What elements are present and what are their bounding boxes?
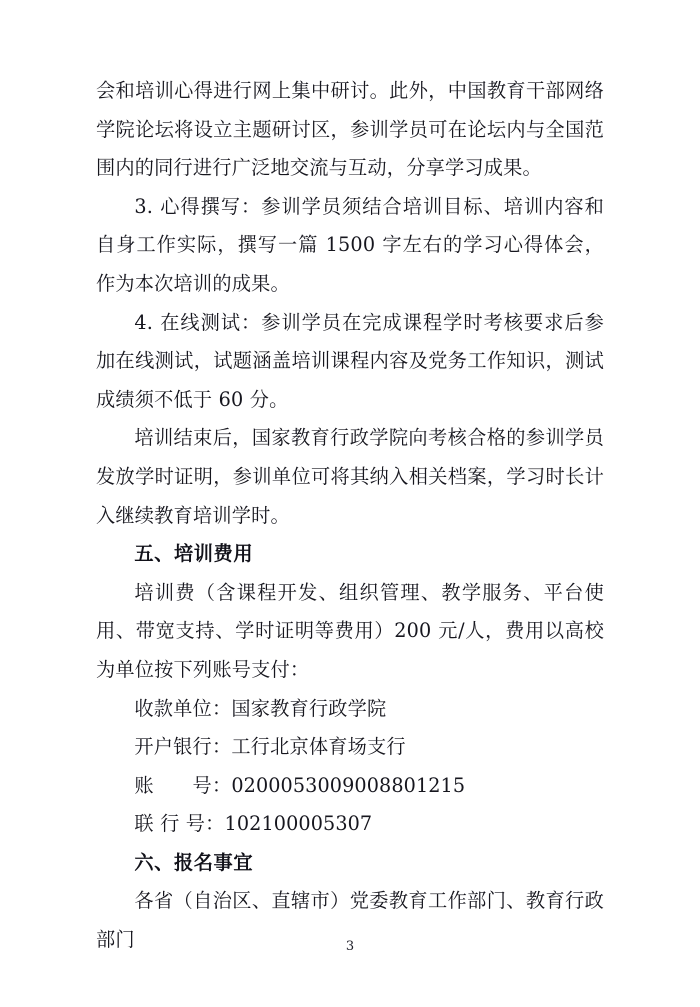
account-label-bank: 开户银行：	[134, 735, 232, 759]
account-line-payee	[96, 690, 604, 729]
page-number: 3	[345, 939, 355, 954]
account-label-account-number: 账 号：	[134, 773, 232, 797]
account-line-bank	[96, 728, 604, 767]
account-value-account-number: 0200053009008801215	[231, 773, 466, 797]
document-text-column	[96, 72, 604, 960]
account-value-bank: 工行北京体育场支行	[231, 735, 406, 759]
heading-section-five-training-fee: 五、培训费用	[134, 542, 254, 566]
paragraph-certificate: 培训结束后，国家教育行政学院向考核合格的参训学员发放学时证明，参训单位可将其纳入相关档案，学习时长计入继续教育培训学时。	[96, 426, 604, 527]
account-value-payee: 国家教育行政学院	[231, 696, 387, 720]
account-line-account-number	[96, 767, 604, 806]
paragraph-item-4-online-test: 4. 在线测试：参训学员在完成课程学时考核要求后参加在线测试，试题涵盖培训课程内容及党务工作知识，测试成绩须不低于 60 分。	[96, 310, 604, 411]
heading-section-six-registration: 六、报名事宜	[134, 850, 254, 874]
account-line-bank-code	[96, 805, 604, 844]
account-label-payee: 收款单位：	[134, 696, 232, 720]
paragraph-discussion-continued: 会和培训心得进行网上集中研讨。此外，中国教育干部网络学院论坛将设立主题研讨区，参训学员可在论坛内与全国范围内的同行进行广泛地交流与互动，分享学习成果。	[96, 79, 604, 180]
account-value-bank-code: 102100005307	[224, 812, 373, 836]
paragraph-registration-departments: 各省（自治区、直辖市）党委教育工作部门、教育行政部门	[96, 889, 604, 952]
account-label-bank-code: 联 行 号：	[134, 812, 225, 836]
paragraph-training-fee-details: 培训费（含课程开发、组织管理、教学服务、平台使用、带宽支持、学时证明等费用）200 元/人，费用以高校为单位按下列账号支付：	[96, 580, 604, 681]
paragraph-item-3-reflection: 3. 心得撰写：参训学员须结合培训目标、培训内容和自身工作实际，撰写一篇 1500 字左右的学习心得体会，作为本次培训的成果。	[96, 194, 604, 295]
